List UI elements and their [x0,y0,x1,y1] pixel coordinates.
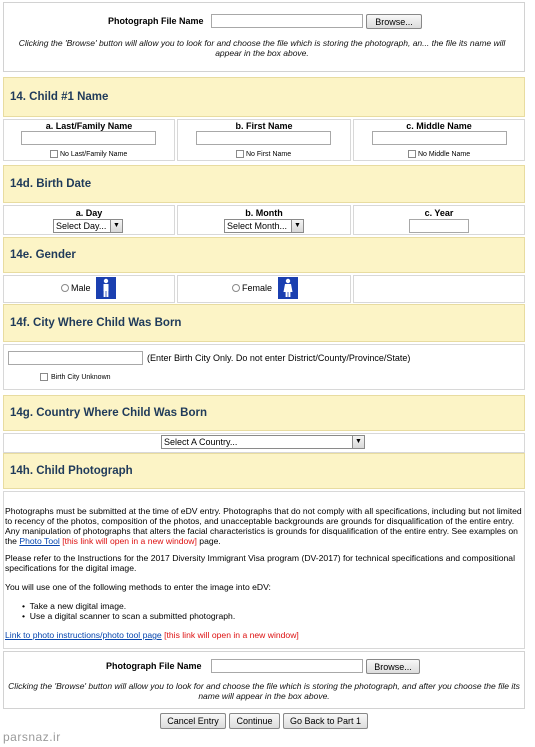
section-gender: 14e. Gender [3,237,525,273]
male-label: Male [71,283,91,293]
middle-name-input[interactable] [372,131,507,145]
section-child-photograph: 14h. Child Photograph [3,453,525,489]
month-label: b. Month [245,208,283,218]
month-select-value: Select Month... [227,221,288,231]
year-label: c. Year [424,208,454,218]
middle-name-label: c. Middle Name [406,121,472,131]
photo-instructions-new-window-note: [this link will open in a new window] [164,630,299,640]
photo-method-bullet-1-text: Take a new digital image. [29,601,127,611]
photo-paragraph-1-end: page. [199,536,221,546]
birth-city-unknown-checkbox[interactable] [40,373,48,381]
photo-paragraph-3: You will use one of the following methods to enter the image into eDV: [5,582,271,592]
watermark: parsnaz.ir [3,730,61,744]
day-label: a. Day [75,208,103,218]
bottom-photo-file-input[interactable] [211,659,363,673]
last-name-input[interactable] [21,131,156,145]
top-photo-label: Photograph File Name [108,16,204,26]
chevron-down-icon: ▼ [291,220,303,232]
month-select[interactable] [224,219,304,233]
year-input[interactable] [409,219,469,233]
continue-button[interactable]: Continue [229,713,280,729]
no-first-name-checkbox[interactable] [236,150,244,158]
first-name-input[interactable] [196,131,331,145]
photo-tool-link[interactable]: Photo Tool [19,536,60,546]
birth-city-input[interactable] [8,351,143,365]
female-label: Female [242,283,273,293]
photo-method-bullet-2: • Use a digital scanner to scan a submitted photograph. [22,611,236,621]
male-person-icon [96,277,116,299]
top-browse-button[interactable]: Browse... [366,14,422,29]
last-name-label: a. Last/Family Name [45,121,133,131]
top-photo-note: Clicking the 'Browse' button will allow you to look for and choose the file which is storing the photograph, an... the file its name will appear in the box above. [18,38,506,58]
top-photo-file-input[interactable] [211,14,363,28]
no-last-name-checkbox[interactable] [50,150,58,158]
female-person-icon [278,277,298,299]
photo-paragraph-1-text: Photographs must be submitted at the time of eDV entry. Photographs that do not comply with all specifications, including but not limited to recency of the photos, composition of the photos, and unacceptable backgrounds are grounds for disqualification of the entire entry. Any manipulation of photographs that alters the facial characteristics is grounds for disqualification of the entire entry. See examples on the [5,506,522,546]
gender-empty-cell [353,275,525,303]
photo-method-bullet-2-text: Use a digital scanner to scan a submitted photograph. [29,611,236,621]
go-back-button[interactable]: Go Back to Part 1 [283,713,368,729]
birth-country-select-value: Select A Country... [164,437,238,447]
section-child-name: 14. Child #1 Name [3,77,525,117]
first-name-label: b. First Name [235,121,293,131]
photo-paragraph-2: Please refer to the Instructions for the 2017 Diversity Immigrant Visa program (DV-2017) for technical specifications and compositional specifications for the digital image. [5,553,515,573]
section-birth-country: 14g. Country Where Child Was Born [3,395,525,431]
no-middle-name-label: No Middle Name [418,151,471,158]
section-birth-city: 14f. City Where Child Was Born [3,304,525,342]
bottom-photo-label: Photograph File Name [106,661,202,671]
bottom-photo-note: Clicking the 'Browse' button will allow you to look for and choose the file which is storing the photograph, and after you choose the file its name will appear in the box above. [8,681,520,701]
photo-method-bullet-1: • Take a new digital image. [22,601,127,611]
birth-city-unknown-label: Birth City Unknown [51,374,111,381]
female-radio[interactable] [232,284,240,292]
no-last-name-label: No Last/Family Name [60,151,128,158]
birth-country-select[interactable] [161,435,365,449]
bottom-browse-button[interactable]: Browse... [366,659,420,674]
male-radio[interactable] [61,284,69,292]
no-middle-name-checkbox[interactable] [408,150,416,158]
birth-city-hint: (Enter Birth City Only. Do not enter District/County/Province/State) [147,353,411,363]
section-birth-date: 14d. Birth Date [3,165,525,203]
chevron-down-icon: ▼ [110,220,122,232]
cancel-entry-button[interactable]: Cancel Entry [160,713,226,729]
photo-instructions-link[interactable]: Link to photo instructions/photo tool page [5,630,162,640]
top-photo-frame [3,2,525,72]
day-select-value: Select Day... [56,221,107,231]
day-select[interactable] [53,219,123,233]
photo-instructions-link-row [5,630,525,640]
chevron-down-icon: ▼ [352,436,364,448]
photo-tool-new-window-note: [this link will open in a new window] [62,536,197,546]
no-first-name-label: No First Name [246,151,292,158]
photo-paragraph-1 [5,506,525,546]
